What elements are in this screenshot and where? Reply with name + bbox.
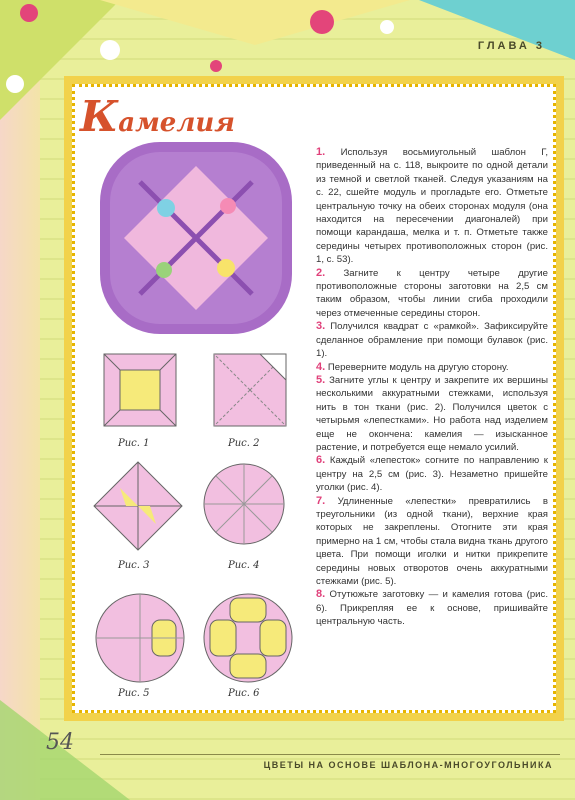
- left-strip: [0, 0, 40, 800]
- figure-6: [200, 590, 296, 686]
- flower-print: [157, 199, 175, 217]
- step: 1. Используя восьмиугольный шаблон Г, приведенный на с. 118, выкроите по одной детали из темной и светлой тканей. Следуя указаниям на с. 22, сшейте модуль и прогладьте его. Отметьте центральную точку на обеих сторонах модуля (она находится на пересечении диагоналей) при помощи карандаша, мелка и т. п. Отметьте также середины четырех противоположных сторон (рис. 1, с. 53).: [316, 146, 548, 266]
- figure-caption: Рис. 6: [228, 688, 260, 699]
- figure-caption: Рис. 2: [228, 438, 260, 449]
- section-title: ЦВЕТЫ НА ОСНОВЕ ШАБЛОНА-МНОГОУГОЛЬНИКА: [263, 760, 553, 770]
- polka-dot: [210, 60, 222, 72]
- flower-print: [217, 259, 235, 277]
- figure-5: [92, 590, 188, 686]
- figure-caption: Рис. 3: [118, 560, 150, 571]
- flower-print: [156, 262, 172, 278]
- page-number: 54: [46, 730, 74, 755]
- figure-caption: Рис. 4: [228, 560, 260, 571]
- chapter-label: ГЛАВА 3: [477, 40, 545, 52]
- step: 7. Удлиненные «лепестки» превратились в треугольники (из одной ткани), верхние края которых не закреплены. Отогните эти края примерно на 1 см, чтобы стала видна ткань другого цвета. При помощи иголки и нитки прикрепите середины новых отворотов очень аккуратными стежками (рис. 5).: [316, 494, 548, 587]
- figure-caption: Рис. 1: [118, 438, 150, 449]
- polka-dot: [20, 4, 38, 22]
- footer-divider: [100, 754, 560, 755]
- figure-1: [100, 350, 180, 430]
- title-rest: амелия: [118, 108, 235, 138]
- camellia-photo: [96, 138, 296, 338]
- step: 8. Отутюжьте заготовку — и камелия готова (рис. 6). Прикрепляя ее к основе, пришивайте центральную часть.: [316, 588, 548, 628]
- polka-dot: [6, 75, 24, 93]
- step: 6. Каждый «лепесток» согните по направлению к центру на 2,5 см (рис. 3). Незаметно пришейте уголки (рис. 4).: [316, 454, 549, 494]
- step: 3. Получился квадрат с «рамкой». Зафиксируйте сделанное обрамление при помощи булавок (рис. 1).: [316, 320, 548, 360]
- figure-2: [210, 350, 290, 430]
- step: 4. Переверните модуль на другую сторону.: [316, 360, 509, 373]
- step: 5. Загните углы к центру и закрепите их вершины несколькими аккуратными стежками, используя нить в тон ткани (рис. 2). Получился цветок с четырьмя «лепестками». Но работа над изделием еще не окончена: камелия — изысканное растение, и потребуется еще немало усилий.: [316, 373, 548, 453]
- title-initial: К: [80, 92, 119, 141]
- figure-4: [200, 460, 288, 548]
- polka-dot: [310, 10, 334, 34]
- figure-3: [90, 458, 186, 554]
- step: 2. Загните к центру четыре другие противоположные стороны заготовки на 2,5 см таким образом, чтобы линии сгиба проходили через отмеченные середины сторон.: [316, 266, 548, 319]
- page-title: [80, 92, 235, 141]
- instructions: [316, 146, 548, 629]
- polka-dot: [380, 20, 394, 34]
- flower-print: [220, 198, 236, 214]
- polka-dot: [100, 40, 120, 60]
- figure-caption: Рис. 5: [118, 688, 150, 699]
